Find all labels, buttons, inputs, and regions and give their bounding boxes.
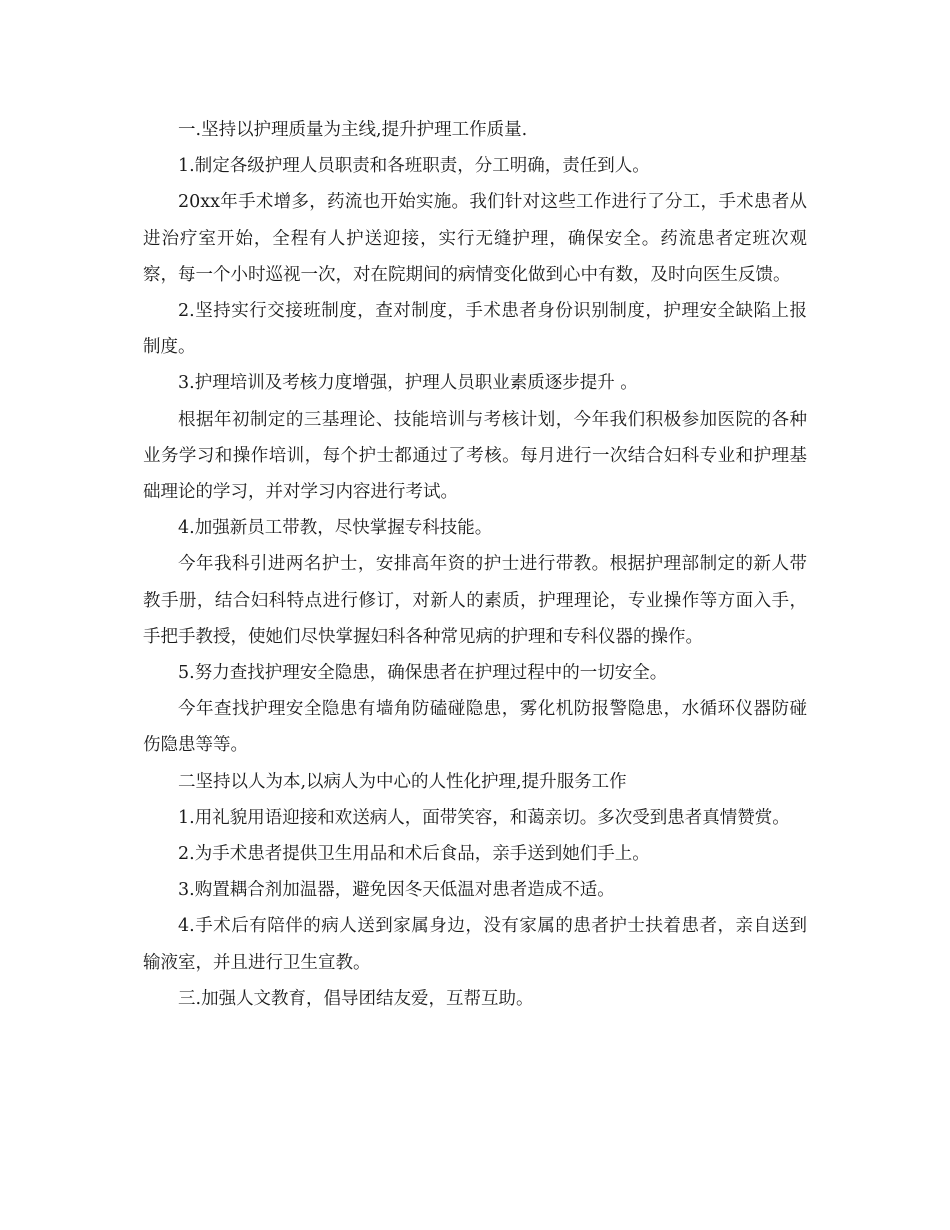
item-1-3: 3.护理培训及考核力度增强，护理人员职业素质逐步提升 。	[178, 373, 638, 394]
paragraph-surgery: 20xx年手术增多，药流也开始实施。我们针对这些工作进行了分工，手术患者从进治疗室开始，全程有人护送迎接，实行无缝护理，确保安全。药流患者定班次观察，每一个小时巡视一次，对在院期间的病情变化做到心中有数，及时向医生反馈。	[143, 192, 807, 285]
item-2-1: 1.用礼貌用语迎接和欢送病人，面带笑容，和蔼亲切。多次受到患者真情赞赏。	[178, 807, 790, 828]
item-1-5: 5.努力查找护理安全隐患，确保患者在护理过程中的一切安全。	[178, 663, 668, 684]
item-1-2: 2.坚持实行交接班制度，查对制度，手术患者身份识别制度，护理安全缺陷上报制度。	[143, 301, 807, 358]
paragraph-safety: 今年查找护理安全隐患有墙角防磕碰隐患，雾化机防报警隐患，水循环仪器防碰伤隐患等等。	[143, 699, 807, 756]
section-heading-1: 一.坚持以护理质量为主线,提升护理工作质量.	[178, 120, 528, 140]
item-2-4: 4.手术后有陪伴的病人送到家属身边，没有家属的患者护士扶着患者，亲自送到输液室，并且进行卫生宣教。	[143, 916, 807, 973]
section-heading-3: 三.加强人文教育，倡导团结友爱，互帮互助。	[178, 988, 534, 1009]
item-2-2: 2.为手术患者提供卫生用品和术后食品，亲手送到她们手上。	[178, 844, 650, 865]
paragraph-new-staff: 今年我科引进两名护士，安排高年资的护士进行带教。根据护理部制定的新人带教手册，结合妇科特点进行修订，对新人的素质，护理理论，专业操作等方面入手，手把手教授，使她们尽快掌握妇科各种常见病的护理和专科仪器的操作。	[143, 554, 807, 647]
paragraph-training: 根据年初制定的三基理论、技能培训与考核计划，今年我们积极参加医院的各种业务学习和操作培训，每个护士都通过了考核。每月进行一次结合妇科专业和护理基础理论的学习，并对学习内容进行考试。	[143, 409, 807, 503]
document-body	[143, 112, 807, 1017]
section-heading-2: 二坚持以人为本,以病人为中心的人性化护理,提升服务工作	[178, 771, 627, 792]
item-1-4: 4.加强新员工带教，尽快掌握专科技能。	[178, 518, 493, 539]
item-2-3: 3.购置耦合剂加温器，避免因冬天低温对患者造成不适。	[178, 880, 615, 901]
item-1-1: 1.制定各级护理人员职责和各班职责，分工明确，责任到人。	[178, 156, 650, 177]
